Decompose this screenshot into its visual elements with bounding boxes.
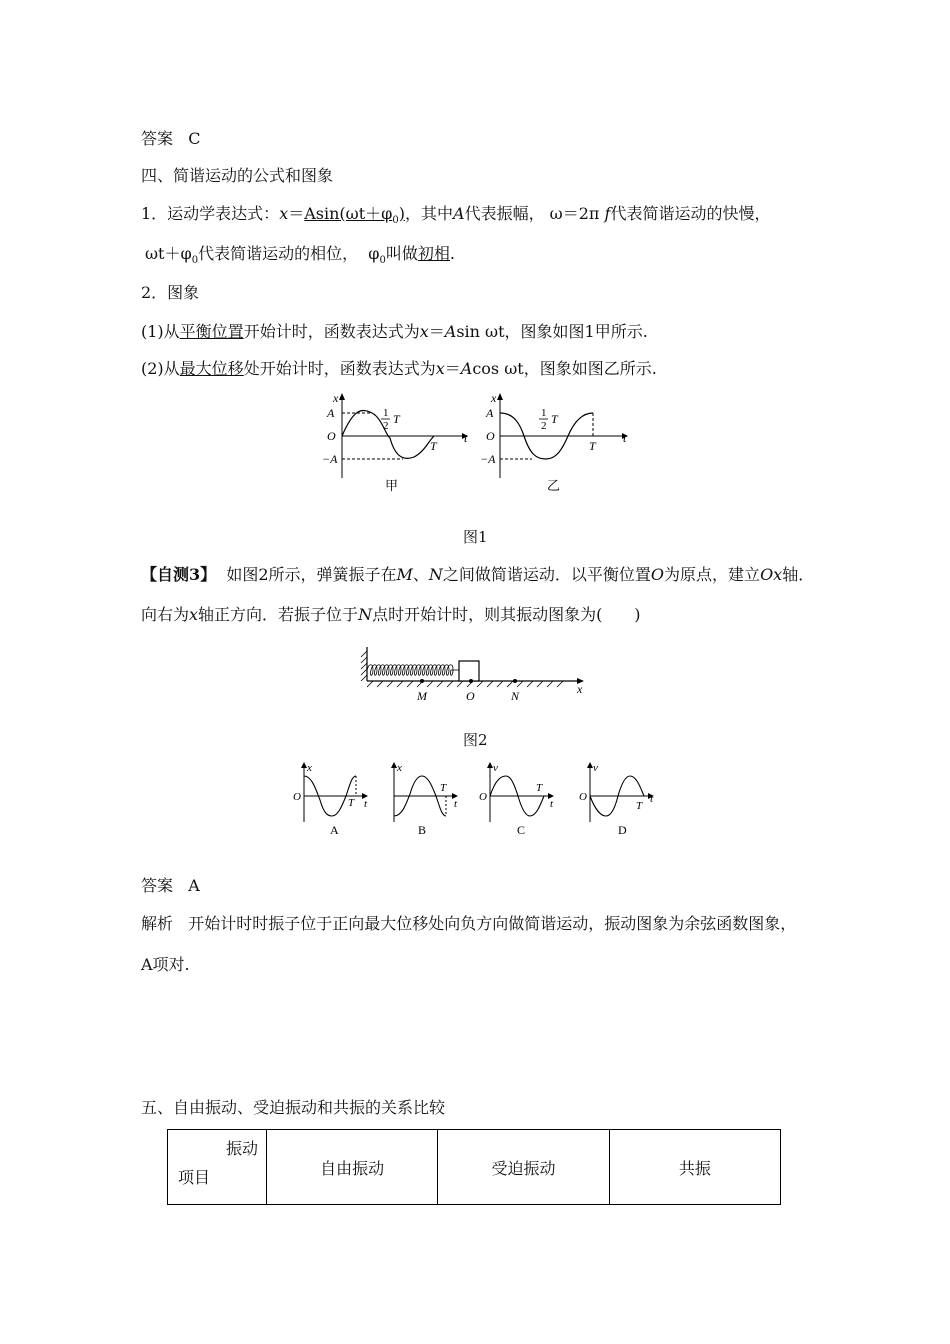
figure-1-caption: 图1 [463, 528, 488, 546]
label-T: T [636, 800, 643, 812]
option-C-label[interactable]: C [517, 823, 526, 837]
selftest-tag: 【自测3】 [141, 565, 217, 584]
item-tail: ，图象如图乙所示. [523, 359, 657, 378]
line1-b: 之间做简谐运动．以平衡位置 [442, 565, 651, 584]
text-tail: 代表简谐运动的快慢， [610, 204, 771, 223]
analysis-line-1 [141, 914, 796, 934]
answer-line-1 [141, 129, 201, 149]
section-4-heading: 四、简谐运动的公式和图象 [141, 166, 334, 185]
formula-underlined [304, 204, 405, 227]
option-graph-B[interactable] [391, 762, 458, 837]
line1-a: 如图2所示，弹簧振子在 [226, 565, 397, 584]
phase-text2: 叫做 [385, 244, 418, 263]
figure-1 [310, 388, 650, 498]
comparison-table [167, 1129, 781, 1205]
label-A: A [486, 406, 494, 420]
table-header-row [168, 1130, 781, 1205]
option-graph-C[interactable] [479, 762, 554, 837]
label-halfT: T [393, 412, 400, 426]
label-A: A [327, 406, 335, 420]
phase-expr: ωt＋φ [145, 244, 192, 263]
figure-2-caption: 图2 [463, 731, 488, 749]
equals: ＝ [444, 359, 461, 378]
var-x: x [435, 359, 445, 378]
label-t: t [364, 798, 368, 810]
corner-top: 振动 [225, 1139, 258, 1158]
analysis-text: 开始计时时振子位于正向最大位移处向负方向做简谐运动，振动图象为余弦函数图象， [188, 914, 797, 933]
formula-prefix: 1．运动学表达式： [141, 204, 280, 223]
formula-close: ) [398, 204, 405, 223]
var-N: N [428, 565, 443, 584]
caption-jia: 甲 [385, 478, 399, 493]
label-x: x [333, 391, 339, 405]
answer-value: C [188, 129, 201, 148]
graph-item-1 [141, 322, 648, 342]
line1-d: 轴． [782, 565, 815, 584]
corner-labels [168, 1130, 266, 1204]
formula-paragraph [141, 204, 770, 231]
var-f: f [604, 204, 611, 223]
var-x: x [419, 322, 429, 341]
func: cos ωt [472, 359, 524, 378]
item-mid: 处开始计时，函数表达式为 [243, 359, 436, 378]
item-tail: ，图象如图1甲所示. [504, 322, 648, 341]
label-axis: x [307, 762, 312, 774]
var-N: N [358, 605, 373, 624]
phase-text: 代表简谐运动的相位， [198, 244, 359, 263]
item-prefix: (2)从 [141, 359, 180, 378]
graph-jia [322, 391, 468, 493]
option-graphs [290, 760, 670, 840]
label-O: O [327, 429, 336, 443]
section-5-heading: 五、自由振动、受迫振动和共振的关系比较 [141, 1098, 446, 1117]
subscript: 0 [392, 215, 399, 227]
label-axis: v [593, 762, 598, 774]
var-O: O [650, 565, 665, 584]
label-T: T [430, 439, 437, 453]
initial-phase-term: 初相 [417, 244, 450, 263]
answer-value: A [188, 876, 200, 895]
half-num: 1 [383, 407, 389, 419]
option-B-label[interactable]: B [418, 823, 427, 837]
subscript: 0 [191, 255, 199, 267]
label-O: O [486, 429, 495, 443]
corner-bottom: 项目 [178, 1168, 211, 1187]
half-den: 2 [541, 420, 547, 432]
col-resonance: 共振 [609, 1130, 780, 1205]
sep: 、 [412, 565, 429, 584]
label-t: t [623, 431, 627, 445]
var-A: A [460, 359, 473, 378]
label-axis: v [493, 762, 498, 774]
ground-hatch [367, 681, 563, 687]
spring [367, 665, 459, 676]
equals: ＝ [428, 322, 445, 341]
label-negA: −A [322, 452, 338, 466]
label-N: N [511, 689, 520, 703]
mass-block [459, 661, 479, 681]
item-prefix: (1)从 [141, 322, 180, 341]
var-x: x [189, 605, 199, 624]
point-N [513, 679, 517, 683]
phi: φ [368, 244, 380, 263]
var-A: A [453, 204, 465, 223]
answer-line-2 [141, 876, 200, 896]
item-mid: 开始计时，函数表达式为 [243, 322, 420, 341]
figure-2 [355, 643, 595, 703]
answer-label: 答案 [141, 876, 174, 895]
label-T: T [536, 782, 543, 794]
max-displacement-term: 最大位移 [179, 359, 244, 378]
subheading-graph: 2．图象 [141, 283, 200, 302]
label-negA: −A [480, 452, 496, 466]
period: . [449, 244, 455, 263]
label-x: x [491, 391, 497, 405]
subscript: 0 [379, 255, 386, 267]
var-x: x [279, 204, 289, 223]
omega-eq: ω＝2π [549, 204, 600, 223]
wall-hatch [361, 651, 367, 681]
half-num: 1 [541, 407, 547, 419]
label-O: O [293, 791, 301, 803]
option-A-label[interactable]: A [330, 823, 339, 837]
point-M [420, 679, 424, 683]
line1-c: 为原点，建立 [664, 565, 761, 584]
corner-cell [168, 1130, 267, 1205]
equals: ＝ [288, 204, 305, 223]
caption-yi: 乙 [547, 478, 561, 493]
equilibrium-term: 平衡位置 [179, 322, 244, 341]
label-t: t [454, 798, 458, 810]
label-halfT: T [551, 412, 558, 426]
col-free-vibration: 自由振动 [267, 1130, 438, 1205]
label-T: T [589, 439, 596, 453]
col-forced-vibration: 受迫振动 [438, 1130, 609, 1205]
func: sin ωt [456, 322, 505, 341]
var-M: M [396, 565, 413, 584]
text-mid: ，其中 [404, 204, 453, 223]
graph-item-2 [141, 359, 657, 379]
label-O: O [579, 791, 587, 803]
half-den: 2 [383, 420, 389, 432]
label-t: t [550, 798, 554, 810]
line2-a: 向右为 [141, 605, 190, 624]
label-t: t [650, 793, 654, 805]
point-O [469, 679, 473, 683]
var-Ox: Ox [760, 565, 783, 584]
x-arrow [339, 393, 345, 400]
label-x: x [577, 682, 583, 696]
formula-body: Asin(ωt＋φ [304, 204, 393, 223]
x-arrow [497, 393, 503, 400]
analysis-label: 解析 [141, 914, 174, 933]
option-graph-D[interactable] [579, 762, 654, 837]
option-D-label[interactable]: D [618, 823, 627, 837]
graph-yi [480, 391, 628, 493]
selftest-line-1 [141, 565, 814, 585]
label-T: T [348, 797, 355, 809]
analysis-line-2: A项对. [141, 955, 190, 974]
answer-label: 答案 [141, 129, 174, 148]
phase-paragraph [145, 244, 455, 271]
label-O: O [479, 791, 487, 803]
label-T: T [440, 782, 447, 794]
label-t: t [464, 431, 468, 445]
selftest-line-2 [141, 605, 641, 625]
text-mid2: 代表振幅， [464, 204, 545, 223]
var-A: A [444, 322, 457, 341]
label-O: O [466, 689, 475, 703]
option-graph-A[interactable] [293, 762, 368, 837]
line2-b: 轴正方向．若振子位于 [198, 605, 359, 624]
label-M: M [417, 689, 427, 703]
line2-c: 点时开始计时，则其振动图象为( ) [372, 605, 641, 624]
label-axis: x [397, 762, 402, 774]
